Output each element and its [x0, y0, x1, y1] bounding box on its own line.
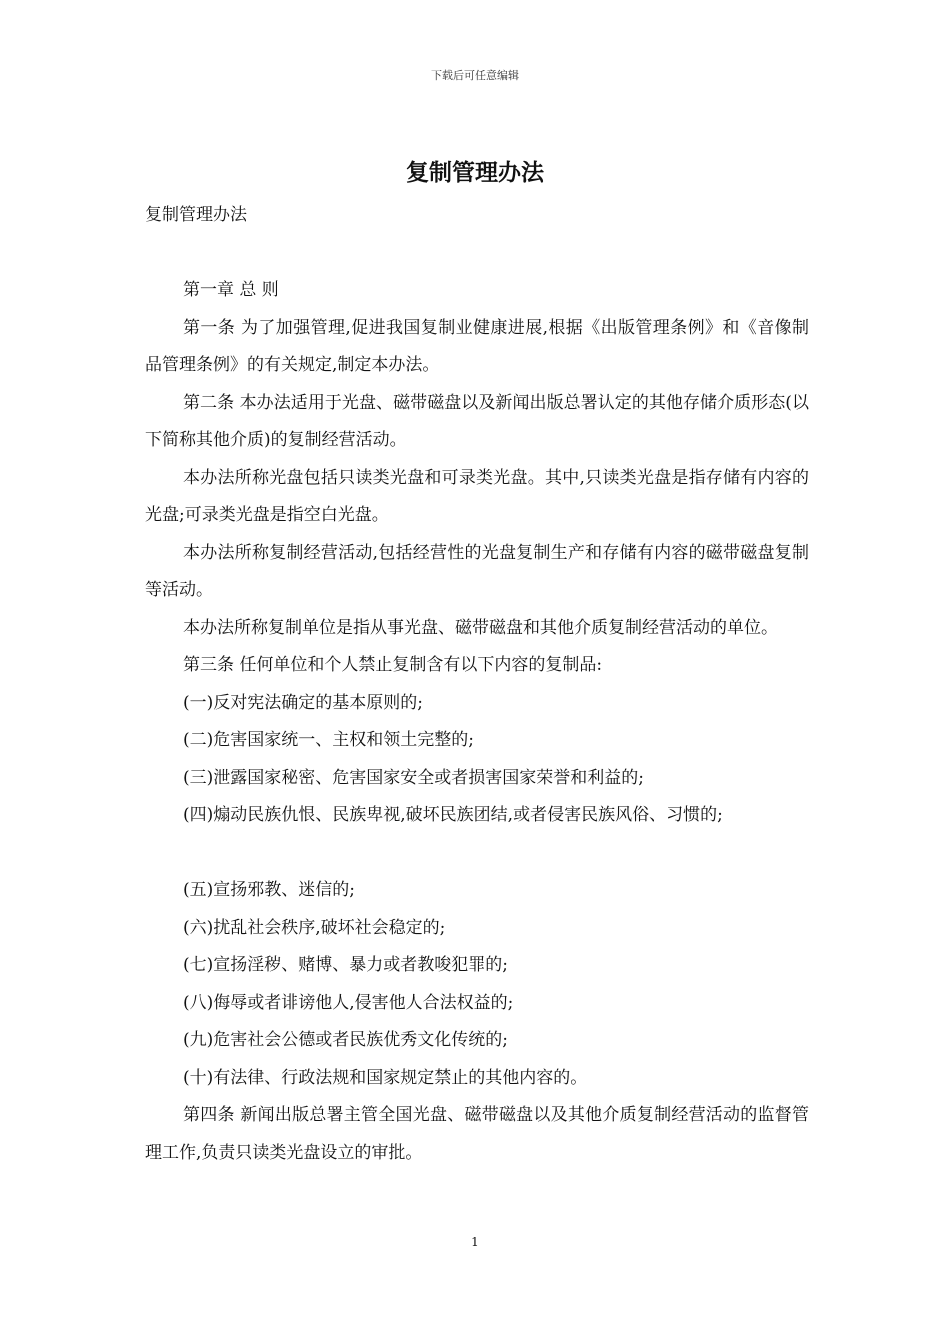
article-3: 第三条 任何单位和个人禁止复制含有以下内容的复制品:: [183, 655, 603, 675]
list-item: (二)危害国家统一、主权和领土完整的;: [183, 730, 474, 750]
list-item: (三)泄露国家秘密、危害国家安全或者损害国家荣誉和利益的;: [183, 767, 644, 788]
list-item: (六)扰乱社会秩序,破坏社会稳定的;: [183, 917, 446, 938]
list-item: (一)反对宪法确定的基本原则的;: [183, 692, 423, 713]
paragraph-disc-definition: 本办法所称光盘包括只读类光盘和可录类光盘。其中,只读类光盘是指存储有内容的光盘;可录类光盘是指空白光盘。: [145, 467, 809, 525]
document-title: 复制管理办法: [406, 159, 544, 186]
list-item: (五)宣扬邪教、迷信的;: [183, 880, 355, 900]
page-header-note: 下载后可任意编辑: [431, 69, 519, 82]
paragraph-activity-definition: 本办法所称复制经营活动,包括经营性的光盘复制生产和存储有内容的磁带磁盘复制等活动。: [145, 542, 809, 600]
list-item: (四)煽动民族仇恨、民族卑视,破坏民族团结,或者侵害民族风俗、习惯的;: [183, 805, 723, 825]
list-item: (七)宣扬淫秽、赌博、暴力或者教唆犯罪的;: [183, 955, 508, 975]
document-subtitle: 复制管理办法: [145, 205, 247, 225]
paragraph-unit-definition: 本办法所称复制单位是指从事光盘、磁带磁盘和其他介质复制经营活动的单位。: [183, 617, 778, 638]
list-item: (八)侮辱或者诽谤他人,侵害他人合法权益的;: [183, 992, 514, 1013]
article-4: 第四条 新闻出版总署主管全国光盘、磁带磁盘以及其他介质复制经营活动的监督管理工作,负责只读类光盘设立的审批。: [145, 1105, 809, 1163]
page-number: 1: [471, 1235, 479, 1249]
list-item: (十)有法律、行政法规和国家规定禁止的其他内容的。: [183, 1067, 588, 1088]
list-item: (九)危害社会公德或者民族优秀文化传统的;: [183, 1030, 508, 1050]
document-body: [145, 197, 809, 1172]
chapter-heading: 第一章 总 则: [183, 280, 279, 300]
article-2: 第二条 本办法适用于光盘、磁带磁盘以及新闻出版总署认定的其他存储介质形态(以下简称其他介质)的复制经营活动。: [145, 392, 809, 450]
article-1: 第一条 为了加强管理,促进我国复制业健康进展,根据《出版管理条例》和《音像制品管理条例》的有关规定,制定本办法。: [145, 317, 809, 375]
